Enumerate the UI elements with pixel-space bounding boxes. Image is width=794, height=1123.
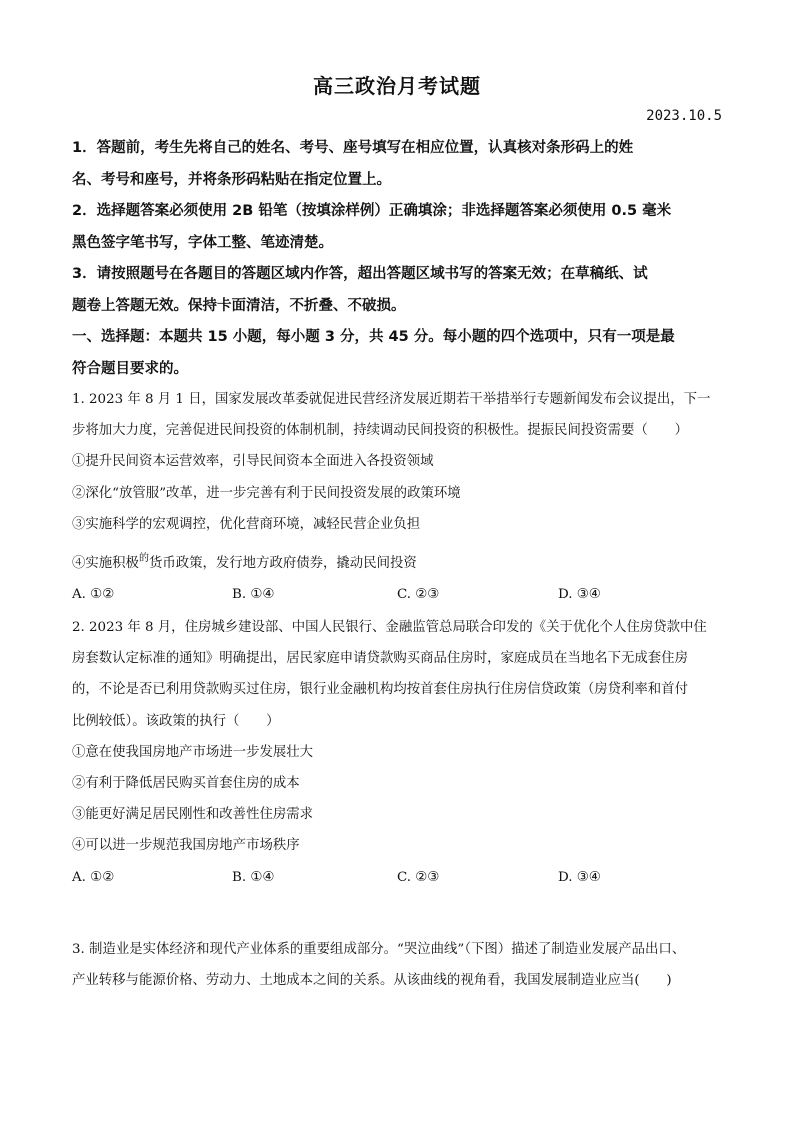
statement-item: ③实施科学的宏观调控，优化营商环境，减轻民营企业负担	[72, 516, 421, 532]
statement-item: ①意在使我国房地产市场进一步发展壮大	[72, 744, 314, 760]
question-stem: 3. 制造业是实体经济和现代产业体系的重要组成部分。“哭泣曲线”（下图）描述了制造业发展产品出口、	[72, 942, 686, 957]
question-2	[72, 612, 722, 893]
question-stem: 产业转移与能源价格、劳动力、土地成本之间的关系。从该曲线的视角看，我国发展制造业应当( )	[72, 973, 672, 989]
option-c: C. ②③	[397, 869, 440, 885]
question-3	[72, 934, 722, 996]
exam-date: 2023.10.5	[646, 108, 722, 124]
option-d: D. ③④	[558, 869, 601, 885]
instruction-line: 1．答题前，考生先将自己的姓名、考号、座号填写在相应位置，认真核对条形码上的姓	[72, 140, 634, 156]
statement-item: ③能更好满足居民刚性和改善性住房需求	[72, 807, 314, 823]
page-title: 高三政治月考试题	[313, 74, 481, 98]
instruction-line: 3．请按照题号在各题目的答题区域内作答，超出答题区域书写的答案无效；在草稿纸、试	[72, 266, 648, 282]
statement-item: ④可以进一步规范我国房地产市场秩序	[72, 838, 300, 854]
question-stem: 房套数认定标准的通知》明确提出，居民家庭申请贷款购买商品住房时，家庭成员在当地名下无成套住房	[72, 651, 688, 667]
option-a: A. ①②	[72, 587, 115, 603]
instruction-line: 2．选择题答案必须使用 2B 铅笔（按填涂样例）正确填涂；非选择题答案必须使用 0.5 毫米	[72, 203, 672, 219]
section-heading: 一、选择题：本题共 15 小题，每小题 3 分，共 45 分。每小题的四个选项中，只有一项是最	[72, 329, 675, 345]
question-stem: 的，不论是否已利用贷款购买过住房，银行业金融机构均按首套住房执行住房信贷政策（房贷利率和首付	[72, 682, 688, 698]
option-a: A. ①②	[72, 869, 115, 885]
section-heading: 符合题目要求的。	[72, 360, 188, 377]
statement-item: ②有利于降低居民购买首套住房的成本	[72, 776, 300, 792]
option-d: D. ③④	[558, 587, 601, 603]
question-stem: 2. 2023 年 8 月，住房城乡建设部、中国人民银行、金融监管总局联合印发的《关于优化个人住房贷款中住	[72, 620, 707, 635]
statement-item: ④实施积极$^的$货币政策，发行地方政府债券，撬动民间投资	[72, 553, 417, 572]
option-c: C. ②③	[397, 587, 440, 603]
question-stem: 1. 2023 年 8 月 1 日，国家发展改革委就促进民营经济发展近期若干举措举行专题新闻发布会议提出，下一	[72, 392, 711, 407]
instructions	[72, 133, 722, 385]
option-b: B. ①④	[232, 869, 275, 885]
statement-item: ①提升民间资本运营效率，引导民间资本全面进入各投资领域	[72, 454, 434, 470]
question-1	[72, 384, 722, 610]
question-stem: 比例较低）。该政策的执行（ ）	[72, 713, 280, 729]
answer-options	[72, 862, 722, 893]
question-stem: 步将加大力度，完善促进民间投资的体制机制，持续调动民间投资的积极性。提振民间投资需要（ ）	[72, 423, 688, 439]
option-b: B. ①④	[232, 587, 275, 603]
statement-item: ②深化“放管服”改革，进一步完善有利于民间投资发展的政策环境	[72, 485, 461, 501]
instruction-line: 黑色签字笔书写，字体工整、笔迹清楚。	[72, 234, 333, 251]
answer-options	[72, 579, 722, 610]
instruction-line: 名、考号和座号，并将条形码粘贴在指定位置上。	[72, 171, 391, 188]
instruction-line: 题卷上答题无效。保持卡面清洁，不折叠、不破损。	[72, 297, 406, 314]
